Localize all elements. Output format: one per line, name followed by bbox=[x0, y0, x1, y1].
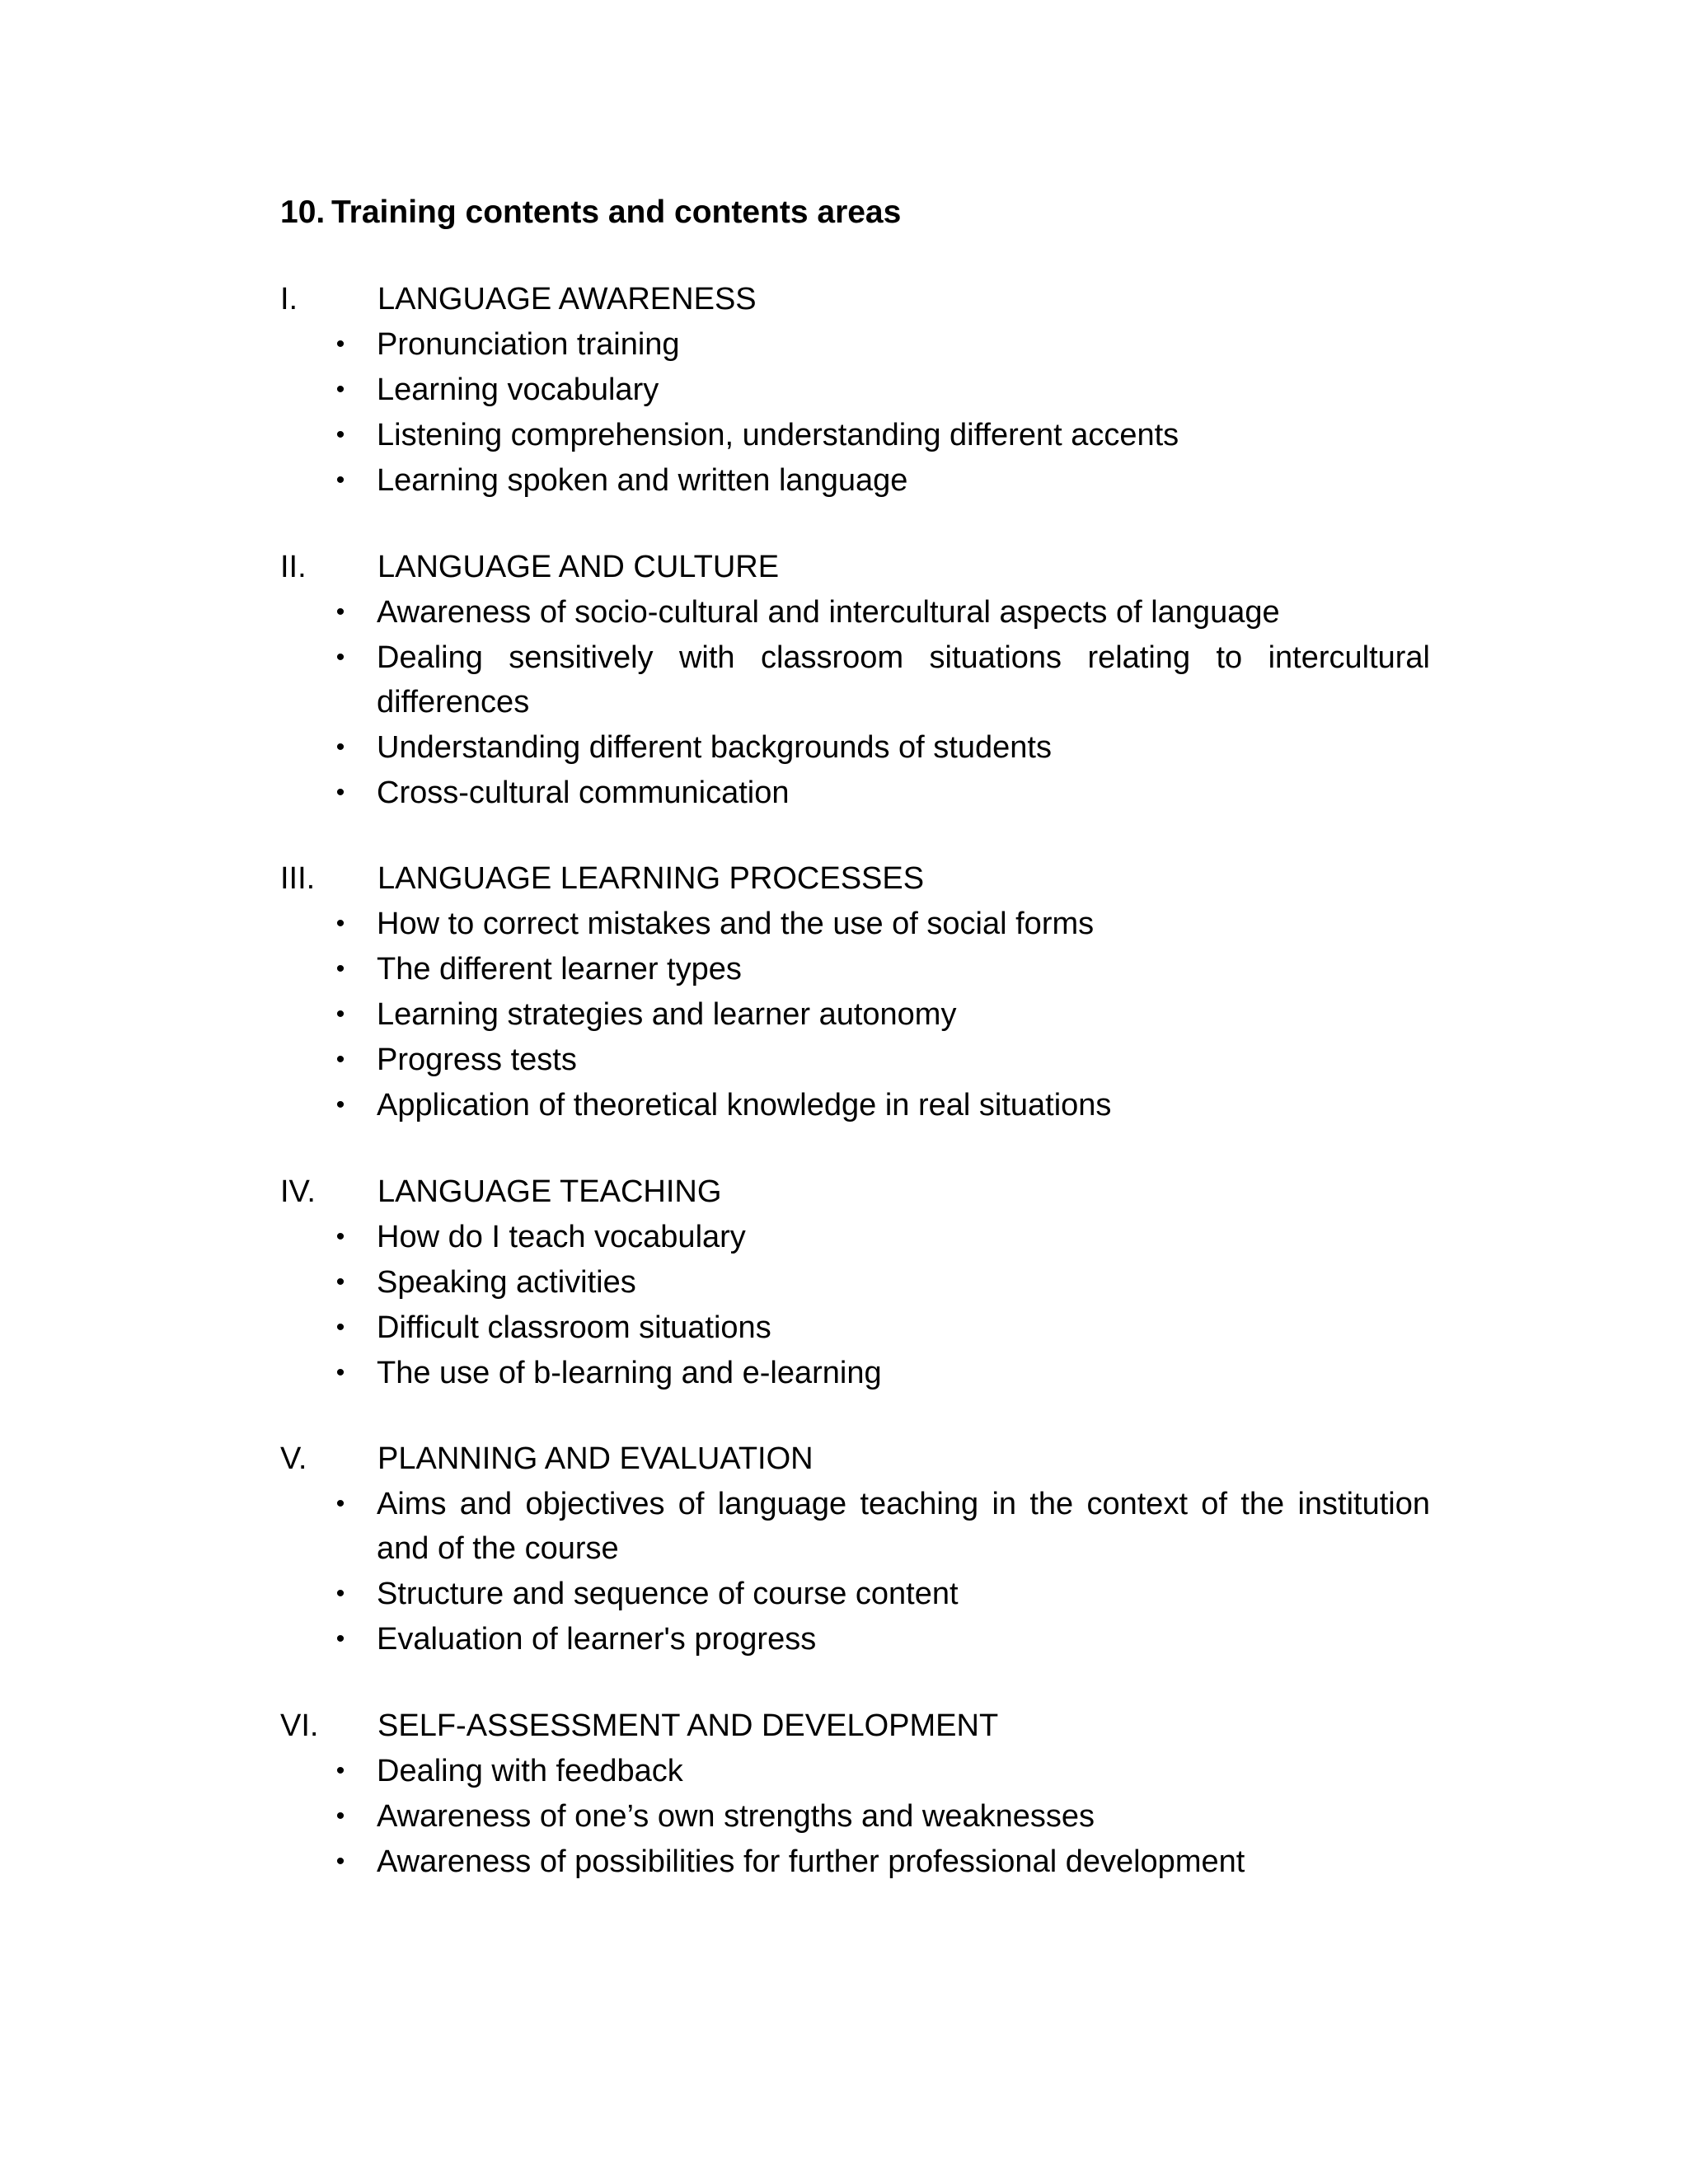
bullet-icon: • bbox=[335, 1802, 345, 1830]
bullet-list bbox=[280, 1749, 1430, 1884]
heading-number: 10. bbox=[280, 194, 326, 230]
bullet-icon: • bbox=[335, 330, 345, 358]
bullet-icon: • bbox=[335, 1314, 345, 1341]
section-title bbox=[280, 544, 1430, 590]
section-title-text: LANGUAGE LEARNING PROCESSES bbox=[377, 861, 925, 896]
list-item: • Learning vocabulary bbox=[280, 368, 1430, 412]
section-title bbox=[280, 1169, 1430, 1215]
bullet-list bbox=[280, 322, 1430, 503]
list-item: • Awareness of socio-cultural and intercultural aspects of language bbox=[280, 590, 1430, 635]
bullet-icon: • bbox=[335, 910, 345, 937]
bullet-list bbox=[280, 590, 1430, 815]
section-language-and-culture bbox=[280, 544, 1430, 815]
bullet-icon: • bbox=[335, 1359, 345, 1386]
bullet-icon: • bbox=[335, 1223, 345, 1250]
section-self-assessment-and-development bbox=[280, 1703, 1430, 1884]
list-item: • Structure and sequence of course content bbox=[280, 1572, 1430, 1616]
list-item: • How to correct mistakes and the use of social forms bbox=[280, 902, 1430, 946]
list-item: • Pronunciation training bbox=[280, 322, 1430, 367]
section-numeral: II. bbox=[280, 550, 307, 584]
list-item: • Aims and objectives of language teaching in the context of the institution and of the course bbox=[280, 1482, 1430, 1571]
bullet-icon: • bbox=[335, 1046, 345, 1073]
bullet-icon: • bbox=[335, 598, 345, 626]
list-item: • Dealing with feedback bbox=[280, 1749, 1430, 1793]
section-title-text: LANGUAGE TEACHING bbox=[377, 1174, 722, 1209]
section-title-text: SELF-ASSESSMENT AND DEVELOPMENT bbox=[377, 1708, 999, 1743]
list-item: • How do I teach vocabulary bbox=[280, 1215, 1430, 1259]
section-numeral: III. bbox=[280, 861, 316, 896]
bullet-icon: • bbox=[335, 466, 345, 494]
bullet-icon: • bbox=[335, 1490, 345, 1517]
list-item: • Learning spoken and written language bbox=[280, 458, 1430, 503]
bullet-icon: • bbox=[335, 644, 345, 671]
bullet-icon: • bbox=[335, 1757, 345, 1784]
bullet-icon: • bbox=[335, 779, 345, 806]
heading-text: Training contents and contents areas bbox=[331, 194, 902, 230]
section-numeral: IV. bbox=[280, 1174, 316, 1209]
bullet-icon: • bbox=[335, 1580, 345, 1607]
list-item: • Difficult classroom situations bbox=[280, 1305, 1430, 1350]
list-item: • Evaluation of learner's progress bbox=[280, 1617, 1430, 1661]
bullet-icon: • bbox=[335, 376, 345, 403]
section-language-awareness bbox=[280, 276, 1430, 503]
section-title bbox=[280, 1703, 1430, 1749]
section-planning-and-evaluation bbox=[280, 1436, 1430, 1661]
section-title bbox=[280, 276, 1430, 322]
bullet-icon: • bbox=[335, 1848, 345, 1875]
section-title-text: LANGUAGE AWARENESS bbox=[377, 282, 757, 316]
list-item: • Cross-cultural communication bbox=[280, 771, 1430, 815]
bullet-list bbox=[280, 1215, 1430, 1395]
list-item: • Progress tests bbox=[280, 1038, 1430, 1082]
section-title-text: PLANNING AND EVALUATION bbox=[377, 1441, 814, 1476]
list-item: • Speaking activities bbox=[280, 1260, 1430, 1305]
bullet-icon: • bbox=[335, 421, 345, 448]
list-item: • The different learner types bbox=[280, 947, 1430, 991]
bullet-icon: • bbox=[335, 1268, 345, 1296]
list-item: • Learning strategies and learner autonomy bbox=[280, 992, 1430, 1037]
bullet-list bbox=[280, 902, 1430, 1127]
section-title bbox=[280, 1436, 1430, 1482]
list-item: • Understanding different backgrounds of students bbox=[280, 725, 1430, 770]
section-numeral: V. bbox=[280, 1441, 307, 1476]
section-title bbox=[280, 855, 1430, 902]
list-item: • Listening comprehension, understanding different accents bbox=[280, 413, 1430, 457]
list-item: • Application of theoretical knowledge in real situations bbox=[280, 1083, 1430, 1127]
bullet-icon: • bbox=[335, 955, 345, 982]
list-item: • The use of b-learning and e-learning bbox=[280, 1351, 1430, 1395]
section-language-learning-processes bbox=[280, 855, 1430, 1127]
list-item: • Awareness of one’s own strengths and weaknesses bbox=[280, 1794, 1430, 1839]
bullet-icon: • bbox=[335, 1625, 345, 1652]
bullet-icon: • bbox=[335, 733, 345, 761]
section-title-text: LANGUAGE AND CULTURE bbox=[377, 550, 780, 584]
list-item: • Dealing sensitively with classroom situations relating to intercultural differences bbox=[280, 635, 1430, 724]
page-heading bbox=[280, 191, 901, 234]
list-item: • Awareness of possibilities for further professional development bbox=[280, 1840, 1430, 1884]
bullet-icon: • bbox=[335, 1091, 345, 1118]
bullet-icon: • bbox=[335, 1001, 345, 1028]
section-numeral: VI. bbox=[280, 1708, 319, 1743]
bullet-list bbox=[280, 1482, 1430, 1661]
section-numeral: I. bbox=[280, 282, 298, 316]
section-language-teaching bbox=[280, 1169, 1430, 1395]
